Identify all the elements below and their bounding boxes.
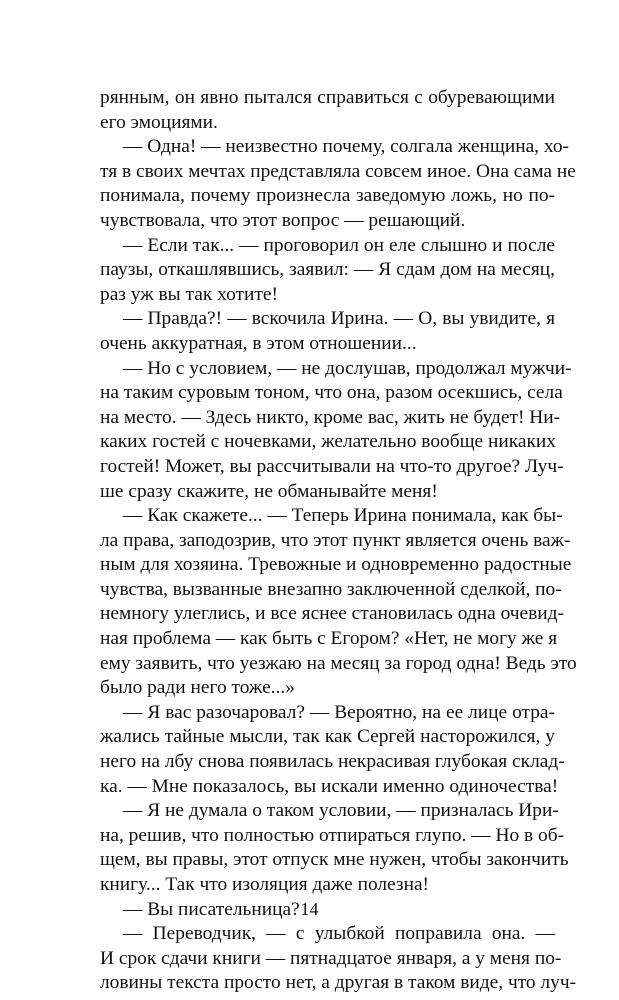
text-line: гостей! Может, вы рассчитывали на что-то другое? Луч- xyxy=(100,455,564,477)
text-line: рянным, он явно пытался справиться с обуревающими xyxy=(100,87,555,108)
text-line: ловины текста просто нет, а другая в таком виде, что луч- xyxy=(100,972,577,994)
text-line: И срок сдачи книги — пятнадцатое января, а у меня по- xyxy=(100,947,562,969)
text-line: ка. — Мне показалось, вы искали именно одиночества! xyxy=(100,775,559,797)
text-line: ему заявить, что уезжаю на месяц за город одна! Ведь это xyxy=(100,652,577,674)
text-line: — Правда?! — вскочила Ирина. — О, вы увидите, я xyxy=(123,308,555,330)
text-line: — Вы писательница? xyxy=(123,898,300,920)
text-line: чувства, вызванные внезапно заключенной сделкой, по- xyxy=(100,578,562,600)
text-line: — Как скажете... — Теперь Ирина понимала, как бы- xyxy=(123,505,563,527)
text-line: — Одна! — неизвестно почему, солгала женщина, хо- xyxy=(123,136,569,158)
page-number: 14 xyxy=(300,899,319,919)
text-line: — Я не думала о таком условии, — призналась Ири- xyxy=(123,800,559,822)
text-line: на, решив, что полностью отпираться глупо. — Но в об- xyxy=(100,824,565,846)
text-line: ная проблема — как быть с Егором? «Нет, не могу же я xyxy=(100,628,558,650)
text-line: его эмоциями. xyxy=(100,111,218,133)
text-line: ным для хозяина. Тревожные и одновременно радостные xyxy=(100,554,572,576)
text-line: ше сразу скажите, не обманывайте меня! xyxy=(100,480,438,502)
text-line: на таким суровым тоном, что она, разом осекшись, села xyxy=(100,382,563,404)
text-line: паузы, откашлявшись, заявил: — Я сдам дом на месяц, xyxy=(100,259,555,281)
text-line: — Но с условием, — не дослушав, продолжал мужчи- xyxy=(123,357,572,379)
text-line: жались тайные мысли, так как Сергей насторожился, у xyxy=(100,726,555,748)
text-line: него на лбу снова появилась некрасивая глубокая склад- xyxy=(100,751,565,773)
text-line: — Переводчик, — с улыбкой поправила она. — xyxy=(123,923,555,945)
text-line: книгу... Так что изоляция даже полезна! xyxy=(100,874,430,895)
text-line: немногу улеглись, и все яснее становилась одна очевид- xyxy=(100,603,564,625)
text-line: — Если так... — проговорил он еле слышно и после xyxy=(123,234,555,256)
text-line: щем, вы правы, этот отпуск мне нужен, чтобы закончить xyxy=(100,849,569,871)
text-line: раз уж вы так хотите! xyxy=(100,283,278,305)
text-line: очень аккуратная, в этом отношении... xyxy=(100,332,417,354)
text-line: ла права, заподозрив, что этот пункт является очень важ- xyxy=(100,529,571,551)
text-line: было ради него тоже...» xyxy=(100,677,295,699)
text-line: понимала, почему произнесла заведомую ложь, но по- xyxy=(100,185,555,207)
text-line: на место. — Здесь никто, кроме вас, жить не будет! Ни- xyxy=(100,406,561,428)
body-text xyxy=(100,86,577,996)
text-line: чувствовала, что этот вопрос — решающий. xyxy=(100,209,466,231)
text-line: каких гостей с ночевками, желательно вообще никаких xyxy=(100,431,556,453)
text-line: тя в своих мечтах представляла совсем иное. Она сама не xyxy=(100,160,576,182)
text-line: — Я вас разочаровал? — Вероятно, на ее лице отра- xyxy=(123,701,555,723)
